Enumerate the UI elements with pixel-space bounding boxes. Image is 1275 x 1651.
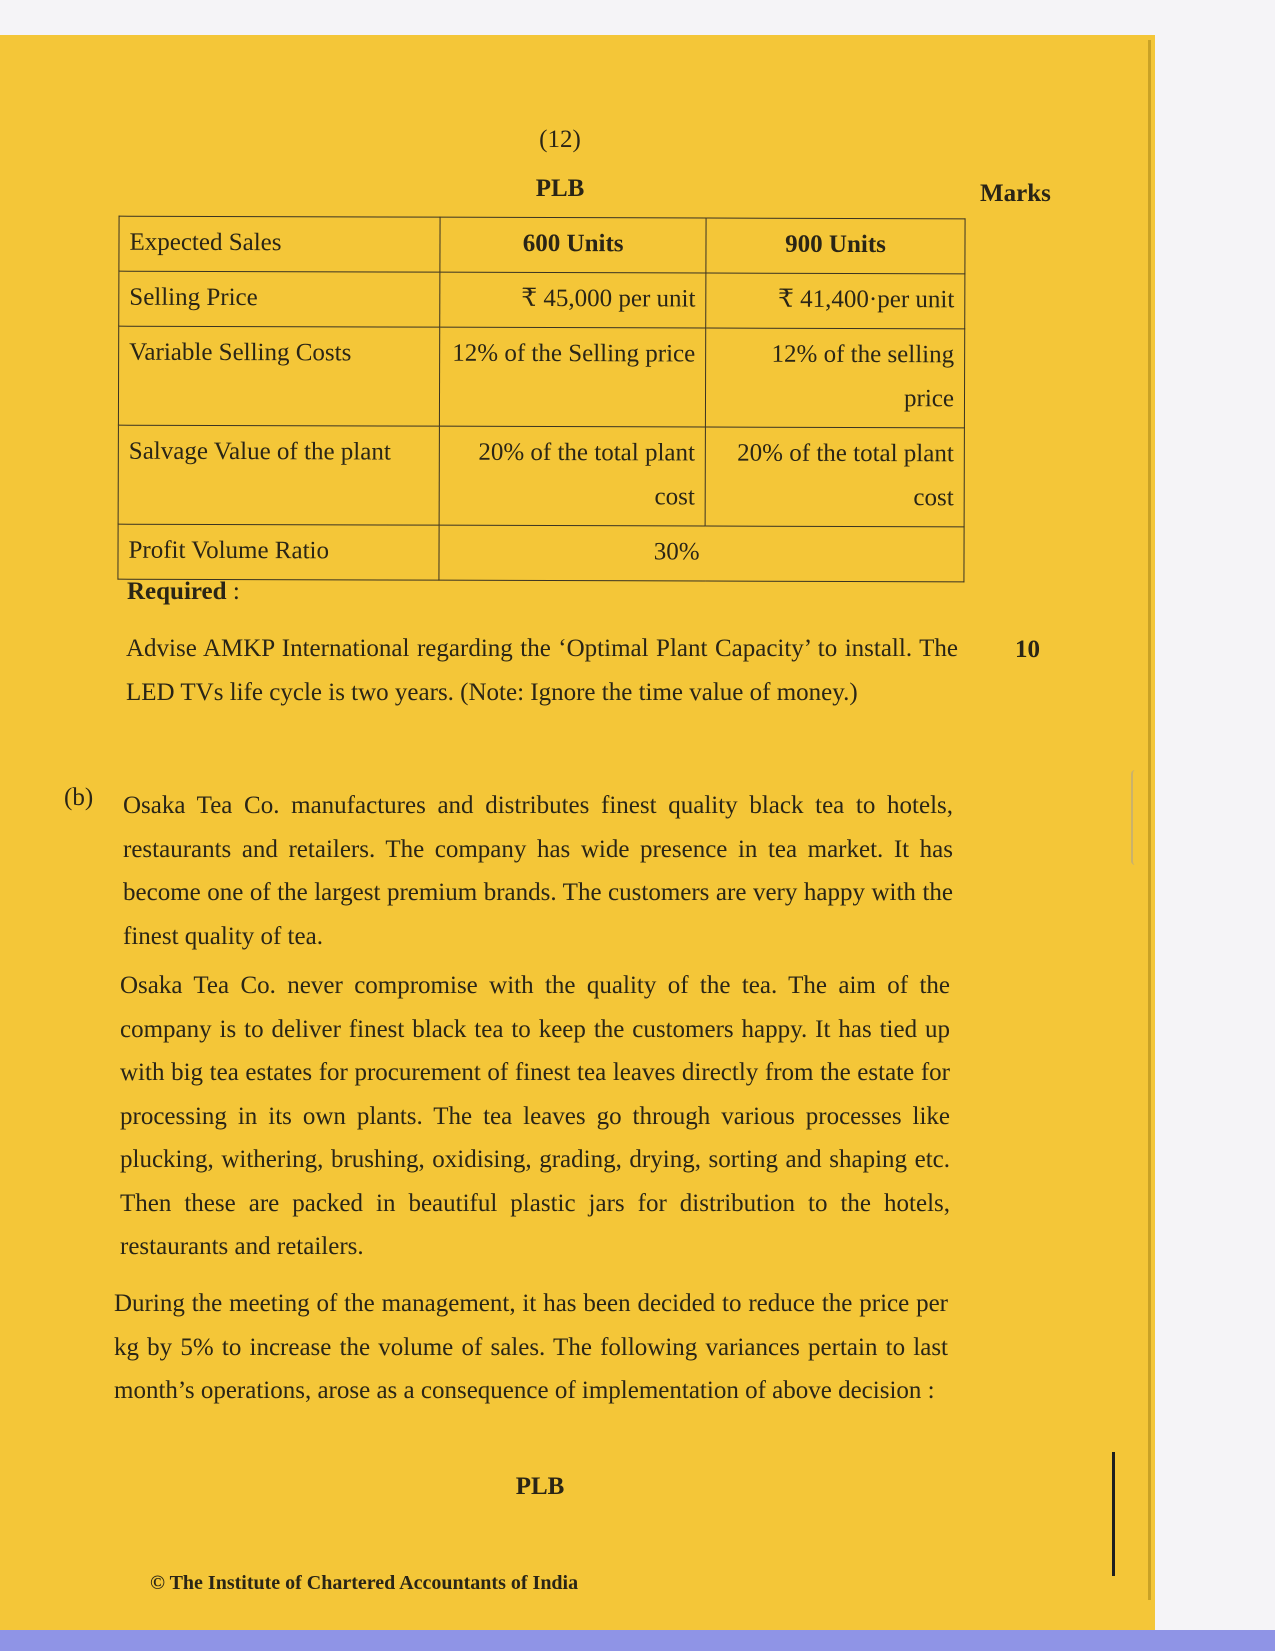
required-colon: :	[226, 578, 240, 605]
copyright-notice: © The Institute of Chartered Accountants of India	[150, 1572, 579, 1594]
scan-background-right	[1152, 0, 1275, 1651]
table-cell: Salvage Value of the plant	[118, 425, 440, 525]
advise-paragraph: Advise AMKP International regarding the ‘Optimal Plant Capacity’ to install. The LED TVs life cycle is two years. (Note: Ignore the time value of money.)	[126, 635, 958, 706]
table-cell: 20% of the total plant cost	[439, 426, 705, 526]
table-cell: Variable Selling Costs	[118, 326, 440, 426]
table-cell: Selling Price	[119, 271, 440, 327]
margin-line	[1112, 1452, 1115, 1576]
table-header-cell: 600 Units	[440, 217, 706, 273]
part-b-paragraph: During the meeting of the management, it has been decided to reduce the price per kg by 5% to increase the volume of sales. The following variances pertain to last month’s operations, arose as a consequence of implementation of above decision :	[114, 1290, 948, 1404]
table-cell: 12% of the selling price	[706, 328, 965, 428]
table-row	[119, 271, 965, 329]
table-row	[118, 326, 964, 428]
marks-label: Marks	[980, 180, 1051, 207]
data-table	[117, 216, 965, 583]
table-cell: Profit Volume Ratio	[118, 524, 439, 580]
part-b-paragraph: Osaka Tea Co. never compromise with the quality of the tea. The aim of the company is to deliver finest black tea to keep the customers happy. It has tied up with big tea estates for procurement of finest tea leaves directly from the estate for processing in its own plants. The tea leaves go through various processes like plucking, withering, brushing, oxidising, grading, drying, sorting and shaping etc. Then these are packed in beautiful plastic jars for distribution to the hotels, restaurants and retailers.	[120, 972, 950, 1260]
marks-value: 10	[1015, 636, 1040, 663]
binding-mark	[1131, 770, 1141, 865]
table-header-row	[119, 216, 965, 274]
part-b-paragraph: Osaka Tea Co. manufactures and distributes finest quality black tea to hotels, restaurants and retailers. The company has wide presence in tea market. It has become one of the largest premium brands. The customers are very happy with the finest quality of tea.	[123, 792, 953, 950]
required-label: Required	[127, 578, 227, 605]
required-heading	[127, 578, 240, 606]
table-cell: ₹ 45,000 per unit	[440, 272, 706, 328]
header-code: PLB	[535, 175, 585, 202]
table-row	[118, 425, 964, 527]
part-b-label: (b)	[64, 784, 94, 811]
table-cell: 30%	[439, 525, 964, 582]
table-cell: 20% of the total plant cost	[705, 427, 964, 527]
scan-bottom-band	[0, 1630, 1275, 1651]
footer-code: PLB	[515, 1473, 565, 1500]
page-edge	[1148, 40, 1151, 1600]
page-number: (12)	[539, 126, 581, 153]
table-header-cell: 900 Units	[706, 218, 965, 274]
scan-background-top	[0, 0, 1275, 35]
table-cell: Expected Sales	[119, 216, 440, 272]
table-row	[118, 524, 964, 582]
table-cell: ₹ 41,400·per unit	[706, 273, 965, 329]
table-cell: 12% of the Selling price	[440, 327, 706, 427]
